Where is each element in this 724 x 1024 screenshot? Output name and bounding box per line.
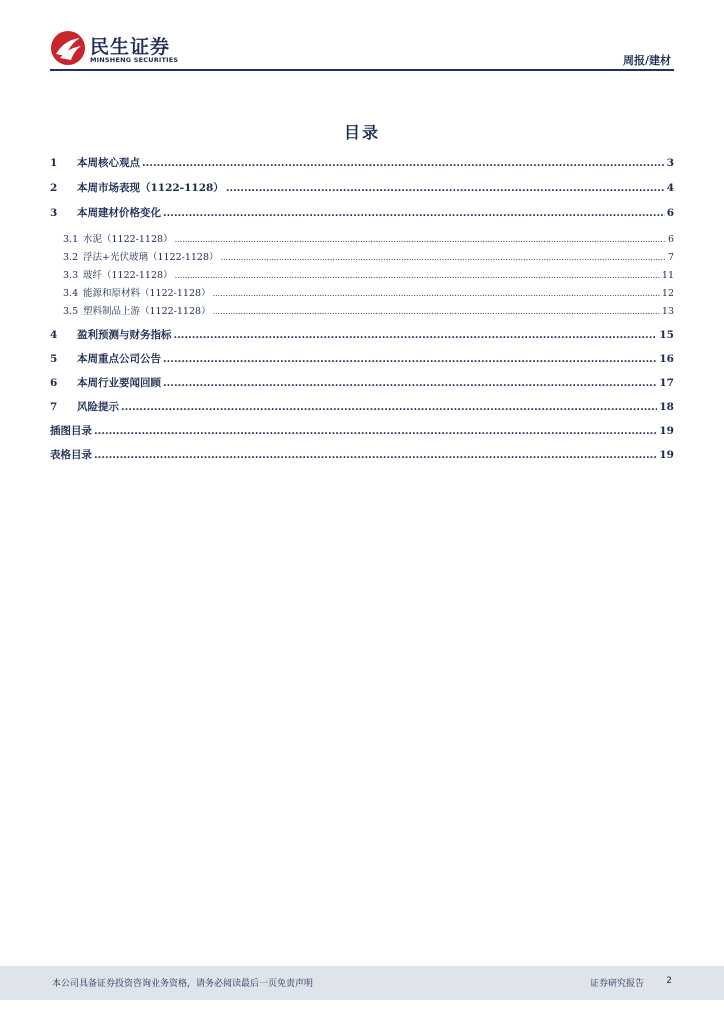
toc-entry-page: 13 (661, 306, 674, 317)
toc-entry-label: 玻纤（1122-1128） (83, 270, 173, 281)
header-rule (50, 69, 674, 71)
toc-entry-page: 6 (666, 207, 674, 219)
toc-entry-label: 本周市场表现（1122-1128） (77, 182, 224, 194)
toc-entry-number: 3.3 (63, 270, 79, 281)
toc-entry[interactable] (50, 205, 674, 220)
toc-entry-page: 16 (659, 353, 674, 365)
toc-entry[interactable] (50, 180, 674, 195)
minsheng-logo-icon (50, 30, 86, 66)
toc-entry-label: 插图目录 (50, 425, 92, 437)
toc-entry-label: 能源和原材料（1122-1128） (83, 288, 211, 299)
toc-entry-number: 3.1 (63, 234, 79, 245)
toc-entry-number: 6 (50, 377, 58, 389)
toc-leader-dots (174, 329, 658, 341)
toc-entry[interactable] (50, 351, 674, 366)
toc-entry-label: 表格目录 (50, 449, 92, 461)
toc-entry-page: 6 (667, 234, 674, 245)
toc-entry-page: 18 (659, 401, 674, 413)
toc-entry[interactable] (50, 327, 674, 342)
toc-entry-label: 本周重点公司公告 (77, 353, 161, 365)
toc-leader-dots (163, 377, 657, 389)
toc-entry[interactable] (50, 155, 674, 170)
toc-leader-dots (175, 271, 660, 280)
toc-entry-number: 4 (50, 329, 58, 341)
toc-leader-dots (213, 289, 660, 298)
toc-entry-page: 19 (659, 449, 674, 461)
toc-entry-label: 本周行业要闻回顾 (77, 377, 161, 389)
toc-title: 目录 (343, 123, 380, 142)
toc-entry-number: 3.4 (63, 288, 79, 299)
page-header (0, 0, 724, 72)
toc-entry-page: 19 (659, 425, 674, 437)
toc-entry-label: 水泥（1122-1128） (83, 234, 173, 245)
toc-entry-label: 塑料制品上游（1122-1128） (83, 306, 211, 317)
footer-disclaimer: 本公司具备证券投资咨询业务资格，请务必阅读最后一页免责声明 (52, 979, 314, 989)
toc-entry[interactable] (50, 423, 674, 438)
toc-leader-dots (94, 449, 657, 461)
toc-entry-page: 15 (659, 329, 674, 341)
toc-entry[interactable] (50, 447, 674, 462)
toc-entry[interactable] (50, 267, 674, 281)
toc-entry-label: 浮法+光伏玻璃（1122-1128） (83, 252, 219, 263)
toc-entry[interactable] (50, 303, 674, 317)
toc-entry-label: 本周建材价格变化 (77, 207, 161, 219)
toc-entry-page: 3 (666, 157, 674, 169)
toc-entry-label: 风险提示 (77, 401, 119, 413)
toc-entry-label: 本周核心观点 (77, 157, 140, 169)
page-footer (0, 966, 724, 1000)
toc-entry-number: 5 (50, 353, 58, 365)
toc-entry-page: 7 (667, 252, 674, 263)
toc-entry-page: 17 (659, 377, 674, 389)
toc-leader-dots (226, 182, 665, 194)
toc-entry[interactable] (50, 285, 674, 299)
page-number: 2 (666, 976, 672, 986)
toc-entry-number: 3.5 (63, 306, 79, 317)
toc-entry[interactable] (50, 231, 674, 245)
brand-name-en: MINSHENG SECURITIES (90, 56, 179, 64)
footer-report-label: 证券研究报告 (589, 979, 644, 989)
toc-entry-label: 盈利预测与财务指标 (77, 329, 172, 341)
toc-entry-number: 3.2 (63, 252, 79, 263)
toc-leader-dots (175, 235, 666, 244)
minsheng-logo (50, 30, 190, 70)
toc-leader-dots (142, 157, 665, 169)
toc-entry[interactable] (50, 399, 674, 414)
report-type: 周报/建材 (622, 54, 671, 67)
toc-entry[interactable] (50, 249, 674, 263)
toc-leader-dots (163, 207, 665, 219)
toc-entry-page: 12 (661, 288, 674, 299)
toc-leader-dots (213, 307, 660, 316)
toc-entry-number: 7 (50, 401, 58, 413)
toc-leader-dots (163, 353, 657, 365)
toc-entry-page: 4 (666, 182, 674, 194)
toc-entry-number: 2 (50, 182, 58, 194)
toc-leader-dots (94, 425, 657, 437)
toc-entry-number: 3 (50, 207, 58, 219)
toc-entry-page: 11 (661, 270, 674, 281)
toc-entry-number: 1 (50, 157, 58, 169)
brand-name-cn: 民生证券 (90, 36, 171, 58)
toc-leader-dots (121, 401, 657, 413)
toc-entry[interactable] (50, 375, 674, 390)
toc-leader-dots (221, 253, 666, 262)
